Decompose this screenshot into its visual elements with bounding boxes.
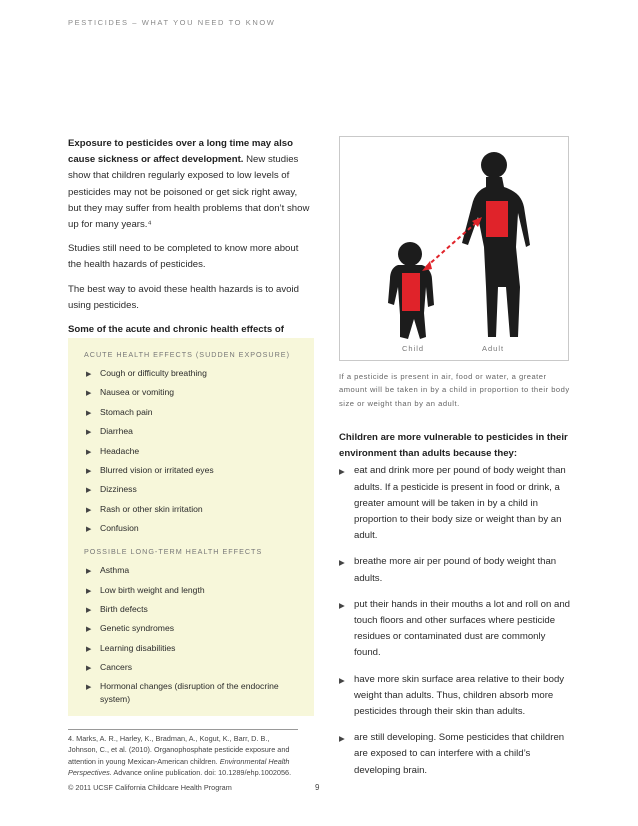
list-item: ▶ Cancers xyxy=(84,661,300,674)
bullet-triangle-icon: ▶ xyxy=(86,448,92,456)
list-item: ▶ Rash or other skin irritation xyxy=(84,503,300,516)
footnote: 4. Marks, A. R., Harley, K., Bradman, A., Kogut, K., Barr, D. B., Johnson, C., et al. (2010). Organophosphate pesticide exposure and attention in young Mexican-American children. Environmental Health Perspectives. Advance online publication. doi: 10.1289/ehp.1002056. xyxy=(68,734,292,778)
child-silhouette xyxy=(388,242,434,339)
list-item: ▶ put their hands in their mouths a lot and roll on and touch floors and other surfaces where pesticide residues or contaminated dust are commonly found. xyxy=(339,598,570,659)
vulnerability-list xyxy=(339,463,571,778)
dashed-arrow xyxy=(426,221,478,267)
list-item: ▶ Headache xyxy=(84,445,300,458)
list-item: ▶ Hormonal changes (disruption of the endocrine system) xyxy=(86,681,279,705)
bullet-triangle-icon: ▶ xyxy=(339,558,345,568)
bullet-triangle-icon: ▶ xyxy=(86,487,92,495)
bullet-triangle-icon: ▶ xyxy=(86,506,92,514)
intro-paragraph-3: The best way to avoid these health hazards is to avoid using pesticides. xyxy=(68,283,299,311)
bullet-triangle-icon: ▶ xyxy=(86,526,92,534)
list-item: ▶ Asthma xyxy=(84,564,300,577)
child-label: Child xyxy=(402,344,425,353)
bullet-triangle-icon: ▶ xyxy=(339,600,345,610)
list-item: ▶ Low birth weight and length xyxy=(84,584,300,597)
bullet-triangle-icon: ▶ xyxy=(86,626,92,634)
bullet-triangle-icon: ▶ xyxy=(86,606,92,614)
vulnerability-column xyxy=(339,430,571,789)
bullet-triangle-icon: ▶ xyxy=(339,675,345,685)
bullet-triangle-icon: ▶ xyxy=(86,409,92,417)
list-item: ▶ Dizziness xyxy=(84,483,300,496)
figure-caption: If a pesticide is present in air, food or water, a greater amount will be taken in by a child in proportion to their body size or weight than by an adult. xyxy=(339,372,570,408)
acute-effects-heading: ACUTE HEALTH EFFECTS (SUDDEN EXPOSURE) xyxy=(84,350,290,359)
adult-silhouette xyxy=(462,152,530,337)
child-adult-figure xyxy=(339,136,569,361)
list-item: ▶ Birth defects xyxy=(84,603,300,616)
intro-paragraph-1-text: New studies show that children regularly exposed to low levels of pesticides may not be poisoned or get sick right away, but they may suffer from health problems that don’t show up for many years.⁴ xyxy=(68,154,310,231)
acute-effects-list xyxy=(68,367,314,535)
copyright: © 2011 UCSF California Childcare Health Program xyxy=(68,783,232,792)
list-item: ▶ Confusion xyxy=(84,522,300,535)
list-item: ▶ Learning disabilities xyxy=(84,642,300,655)
page-number: 9 xyxy=(315,783,320,792)
list-item: ▶ Diarrhea xyxy=(84,425,300,438)
bullet-triangle-icon: ▶ xyxy=(86,587,92,595)
bullet-triangle-icon: ▶ xyxy=(86,467,92,475)
longterm-effects-list xyxy=(68,564,314,706)
list-item: ▶ Stomach pain xyxy=(84,406,300,419)
bullet-triangle-icon: ▶ xyxy=(86,371,92,378)
bullet-triangle-icon: ▶ xyxy=(86,568,92,576)
list-item: ▶ breathe more air per pound of body weight than adults. xyxy=(339,556,557,584)
bullet-triangle-icon: ▶ xyxy=(86,665,92,673)
effects-intro-bold: Some of the acute and chronic health effects of xyxy=(68,324,284,336)
journal-title: Environmental Health Perspectives. xyxy=(68,756,290,778)
running-header: PESTICIDES – WHAT YOU NEED TO KNOW xyxy=(68,18,276,27)
list-item: ▶ Genetic syndromes xyxy=(84,622,300,635)
list-item: ▶ are still developing. Some pesticides that children are exposed to can interfere with a child’s developing brain. xyxy=(339,732,565,776)
list-item: ▶ eat and drink more per pound of body weight than adults. If a pesticide is present in food or drink, a greater amount will be taken in by a child in proportion to their body size or weight than by an adult. xyxy=(339,465,566,542)
vulnerability-heading: Children are more vulnerable to pesticides in their environment than adults because they: xyxy=(339,432,568,460)
longterm-effects-heading: POSSIBLE LONG-TERM HEALTH EFFECTS xyxy=(84,547,263,557)
intro-paragraph-2: Studies still need to be completed to know more about the health hazards of pesticides. xyxy=(68,243,299,271)
list-item: ▶ Blurred vision or irritated eyes xyxy=(84,464,300,477)
bullet-triangle-icon: ▶ xyxy=(86,645,92,653)
adult-label: Adult xyxy=(482,344,505,353)
list-item: ▶ Nausea or vomiting xyxy=(84,386,300,399)
bullet-triangle-icon: ▶ xyxy=(86,684,92,692)
bullet-triangle-icon: ▶ xyxy=(339,467,345,477)
intro-bold-lead: Exposure to pesticides over a long time may also cause sickness or affect development. xyxy=(68,138,293,166)
bullet-triangle-icon: ▶ xyxy=(86,429,92,437)
silhouette-illustration xyxy=(340,137,568,360)
footnote-divider xyxy=(68,729,298,730)
list-item: ▶ have more skin surface area relative to their body weight than adults. Thus, children absorb more pesticides through their skin than adults. xyxy=(339,673,565,718)
bullet-triangle-icon: ▶ xyxy=(86,390,92,398)
health-effects-box xyxy=(68,338,314,716)
bullet-triangle-icon: ▶ xyxy=(339,734,345,744)
intro-column xyxy=(68,136,310,362)
intro-paragraph-1 xyxy=(68,136,310,233)
list-item: ▶ Cough or difficulty breathing xyxy=(84,367,300,380)
